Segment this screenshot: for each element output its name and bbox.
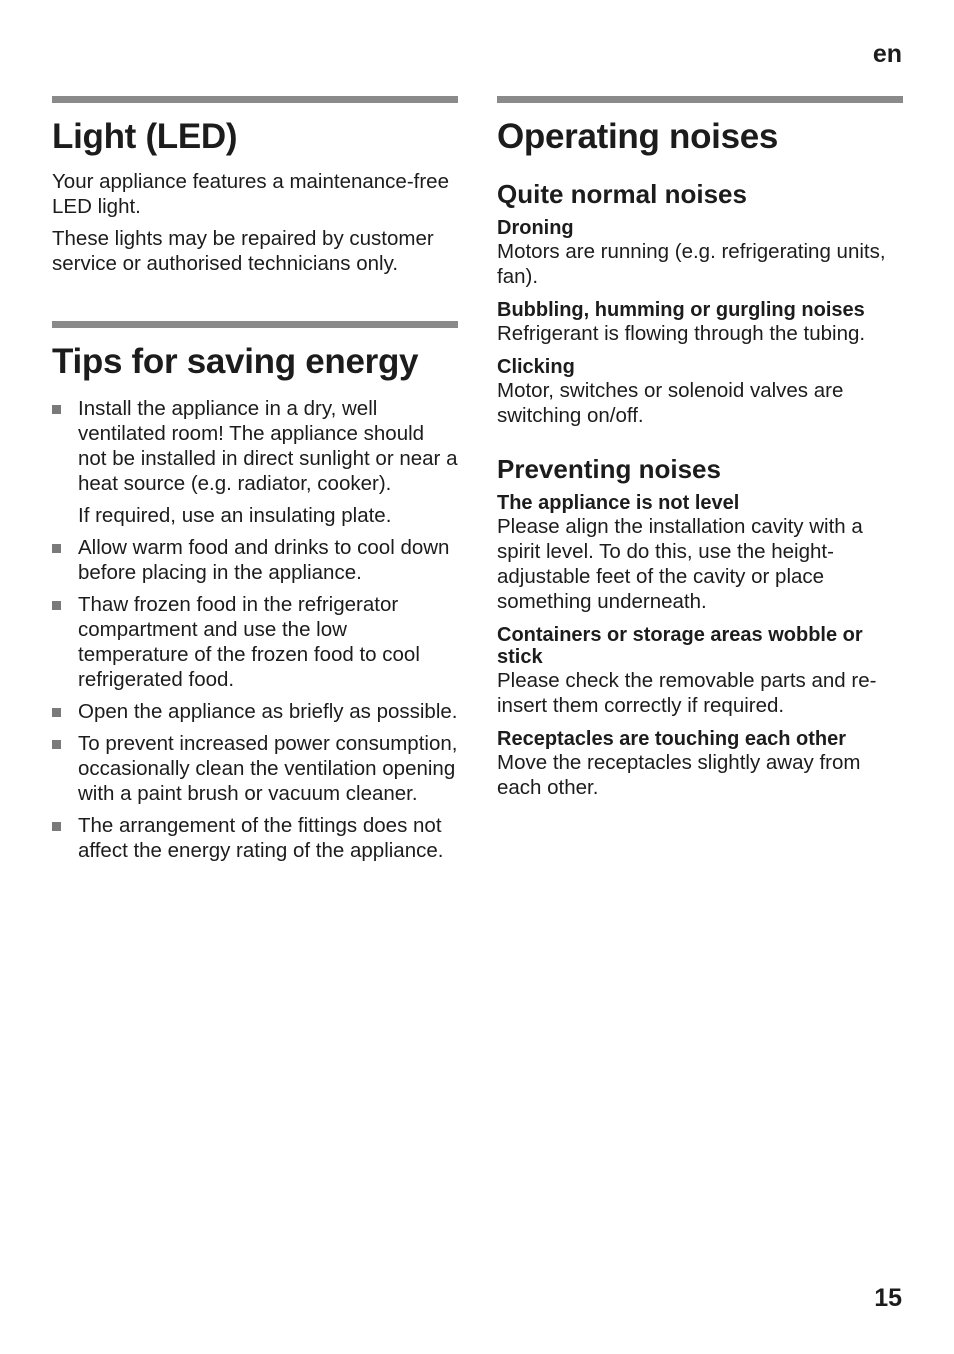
list-item (52, 731, 458, 806)
section-divider (497, 96, 903, 103)
square-bullet-icon (52, 740, 61, 749)
noise-label: Clicking (497, 356, 575, 378)
tips-list (52, 396, 458, 863)
noise-label: Droning (497, 217, 574, 239)
noise-entry (497, 299, 903, 346)
noises-title: Operating noises (497, 117, 779, 156)
noise-text: Motors are running (e.g. refrigerating units, fan). (497, 240, 886, 288)
list-item (52, 396, 458, 528)
list-item (52, 592, 458, 692)
tip-text: Open the appliance as briefly as possible. (78, 700, 458, 723)
noise-entry (497, 728, 903, 800)
noise-label: Receptacles are touching each other (497, 728, 847, 750)
light-paragraph: Your appliance features a maintenance-free LED light. (52, 170, 449, 218)
list-item (52, 535, 458, 585)
language-code: en (872, 40, 902, 68)
tip-note: If required, use an insulating plate. (78, 504, 392, 527)
square-bullet-icon (52, 708, 61, 717)
square-bullet-icon (52, 601, 61, 610)
page-number: 15 (874, 1284, 902, 1312)
noise-entry (497, 492, 903, 614)
left-column (52, 96, 458, 870)
right-column (497, 96, 903, 810)
noise-text: Refrigerant is flowing through the tubing. (497, 322, 866, 345)
noise-text: Move the receptacles slightly away from each other. (497, 751, 861, 799)
tip-text: Thaw frozen food in the refrigerator compartment and use the low temperature of the frozen food to cool refrigerated food. (78, 593, 420, 691)
list-item (52, 813, 458, 863)
section-divider (52, 321, 458, 328)
tip-text: Install the appliance in a dry, well ventilated room! The appliance should not be installed in direct sunlight or near a heat source (e.g. radiator, cooker). (78, 397, 458, 495)
list-item (52, 699, 458, 724)
square-bullet-icon (52, 822, 61, 831)
square-bullet-icon (52, 544, 61, 553)
noise-entry (497, 356, 903, 428)
noise-entry (497, 624, 903, 718)
preventing-noises-heading: Preventing noises (497, 454, 721, 484)
normal-noises-heading: Quite normal noises (497, 179, 747, 209)
light-paragraph: These lights may be repaired by customer service or authorised technicians only. (52, 227, 434, 275)
tip-text: To prevent increased power consumption, occasionally clean the ventilation opening with a paint brush or vacuum cleaner. (78, 732, 458, 805)
square-bullet-icon (52, 405, 61, 414)
section-divider (52, 96, 458, 103)
light-title: Light (LED) (52, 117, 238, 156)
noises-section (497, 96, 903, 800)
noise-entry (497, 217, 903, 289)
noise-text: Motor, switches or solenoid valves are switching on/off. (497, 379, 844, 427)
noise-label: The appliance is not level (497, 492, 740, 514)
noise-text: Please check the removable parts and re-insert them correctly if required. (497, 669, 877, 717)
tips-title: Tips for saving energy (52, 342, 419, 381)
light-section (52, 96, 458, 276)
noise-label: Bubbling, humming or gurgling noises (497, 299, 865, 321)
tip-text: The arrangement of the fittings does not affect the energy rating of the appliance. (78, 814, 444, 862)
tip-text: Allow warm food and drinks to cool down before placing in the appliance. (78, 536, 450, 584)
noise-label: Containers or storage areas wobble or stick (497, 624, 863, 668)
tips-section (52, 321, 458, 863)
noise-text: Please align the installation cavity with a spirit level. To do this, use the height-adjustable feet of the cavity or place something underneath. (497, 515, 863, 613)
